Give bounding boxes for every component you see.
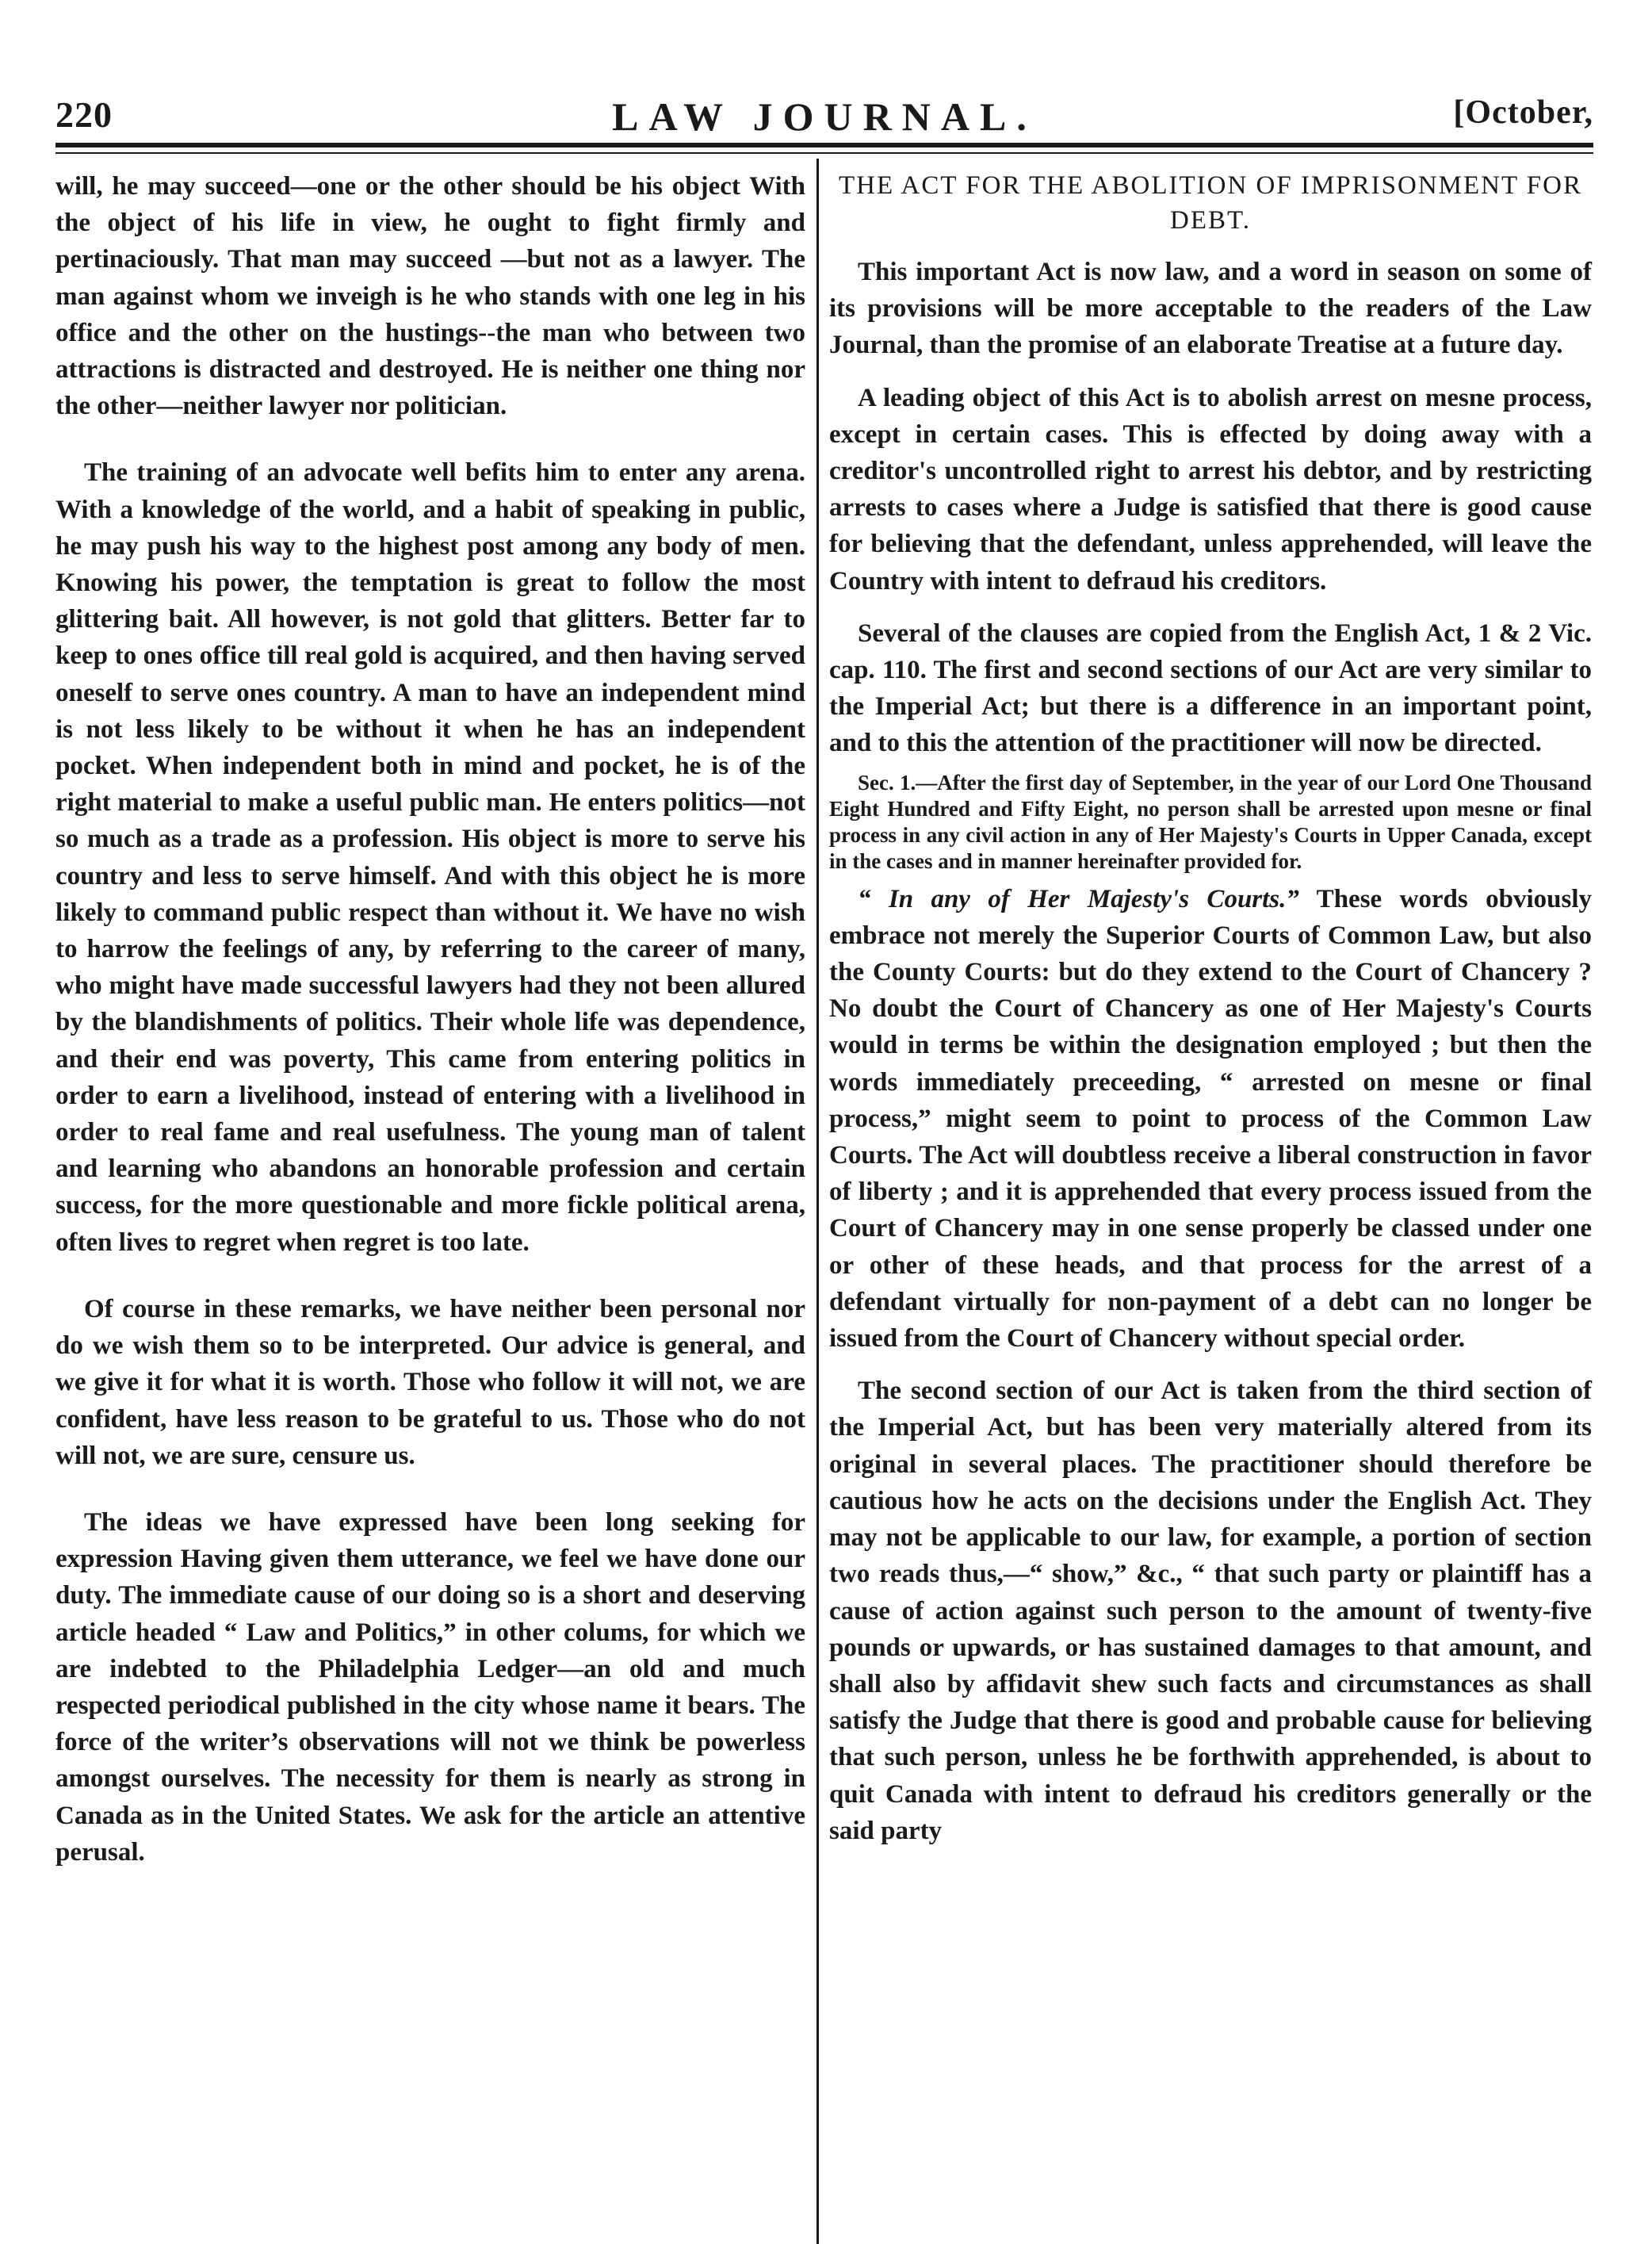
header-rule-thick: [55, 143, 1593, 147]
left-paragraph-2: The training of an advocate well befits him to enter any arena. With a knowledge of the world, and a habit of speaking in public, he may push his way to the highest post among any body of men. Knowing his power, the temptation is great to follow the most glittering bait. All however, is not gold that glitters. Better far to keep to ones office till real gold is acquired, and then having served oneself to serve ones country. A man to have an independent mind is not less likely to be without it when he has an independent pocket. When independent both in mind and pocket, he is of the right material to make a useful public man. He enters politics—not so much as a trade as a profession. His object is more to serve his country and less to serve himself. And with this object he is more likely to command public respect than without it. We have no wish to harrow the feelings of any, by referring to the career of many, who might have made successful lawyers had they not been allured by the blandishments of politics. Their whole life was dependence, and their end was poverty, This came from entering politics in order to earn a livelihood, instead of entering with a livelihood in order to real fame and real usefulness. The young man of talent and learning who abandons an honorable profession and certain success, for the more questionable and more fickle political arena, often lives to regret when regret is too late.: [55, 458, 805, 1257]
left-paragraph-3: Of course in these remarks, we have neither been personal nor do we wish them so to be interpreted. Our advice is general, and we give it for what it is worth. Those who follow it will not, we are confident, have less reason to be grateful to us. Those who do not will not, we are sure, censure us.: [55, 1294, 805, 1470]
left-paragraph-1: will, he may succeed—one or the other should be his object With the object of his life in view, he ought to fight firmly and pertinaciously. That man may succeed —but not as a lawyer. The man against whom we inveigh is he who stands with one leg in his office and the other on the hustings--the man who between two attractions is distracted and destroyed. He is neither one thing nor the other—neither lawyer nor politician.: [55, 172, 805, 421]
right-paragraph-5: The second section of our Act is taken from the third section of the Imperial Act, but has been very materially altered from its original in several places. The practitioner should therefore be cautious how he acts on the decisions under the English Act. They may not be applicable to our law, for example, a portion of section two reads thus,—“ show,” &c., “ that such party or plaintiff has a cause of action against such person to the amount of twenty-five pounds or upwards, or has sustained damages to that amount, and shall also by affidavit shew such facts and circumstances as shall satisfy the Judge that there is good and probable cause for believing that such person, unless he be forthwith apprehended, is about to quit Canada with intent to defraud his creditors generally or the said party: [829, 1377, 1592, 1845]
article-title: THE ACT FOR THE ABOLITION OF IMPRISONMENT FOR DEBT.: [838, 171, 1582, 235]
right-paragraph-3: Several of the clauses are copied from the English Act, 1 & 2 Vic. cap. 110. The first and second sections of our Act are very similar to the Imperial Act; but there is a difference in an important point, and to this the attention of the practitioner will now be directed.: [829, 618, 1592, 758]
column-divider: [816, 159, 819, 2244]
right-paragraph-1: This important Act is now law, and a word in season on some of its provisions will be more acceptable to the readers of the Law Journal, than the promise of an elaborate Treatise at a future day.: [829, 258, 1592, 360]
right-paragraph-2: A leading object of this Act is to abolish arrest on mesne process, except in certain cases. This is effected by doing away with a creditor's uncontrolled right to arrest his debtor, and by restricting arrests to cases where a Judge is satisfied that there is good cause for believing that the defendant, unless apprehended, will leave the Country with intent to defraud his creditors.: [829, 383, 1592, 595]
page-number: 220: [55, 94, 113, 135]
left-column: [55, 168, 805, 1871]
page-header: [55, 94, 1593, 141]
journal-title: LAW JOURNAL.: [612, 94, 1037, 139]
header-rule-thin: [55, 152, 1593, 154]
right-paragraph-4: [829, 881, 1592, 1358]
issue-month: [October,: [1453, 94, 1593, 131]
right-column: [829, 168, 1592, 1849]
right-paragraph-4-body: These words obviously embrace not merely the Superior Courts of Common Law, but also the County Courts: but do they extend to the Court of Chancery ? No doubt the Court of Chancery as one of Her Majesty's Courts would in terms be within the designation employed ; but then the words immediately preceeding, “ arrested on mesne or final process,” might seem to point to process of the Common Law Courts. The Act will doubtless receive a liberal construction in favor of liberty ; and it is apprehended that every process issued from the Court of Chancery may in one sense properly be classed under one or other of these heads, and that process for the arrest of a defendant virtually for non-payment of a debt can no longer be issued from the Court of Chancery without special order.: [829, 884, 1592, 1354]
quoted-phrase: “ In any of Her Majesty's Courts.”: [858, 884, 1299, 913]
left-paragraph-4: The ideas we have expressed have been long seeking for expression Having given them utterance, we feel we have done our duty. The immediate cause of our doing so is a short and deserving article headed “ Law and Politics,” in other colums, for which we are indebted to the Philadelphia Ledger—an old and much respected periodical published in the city whose name it bears. The force of the writer’s observations will not we think be powerless amongst ourselves. The necessity for them is nearly as strong in Canada as in the United States. We ask for the article an attentive perusal.: [55, 1507, 805, 1867]
section-quote: Sec. 1.—After the first day of September, in the year of our Lord One Thousand Eight Hundred and Fifty Eight, no person shall be arrested upon mesne or final process in any civil action in any of Her Majesty's Courts in Upper Canada, except in the cases and in manner hereinafter provided for.: [829, 770, 1592, 873]
